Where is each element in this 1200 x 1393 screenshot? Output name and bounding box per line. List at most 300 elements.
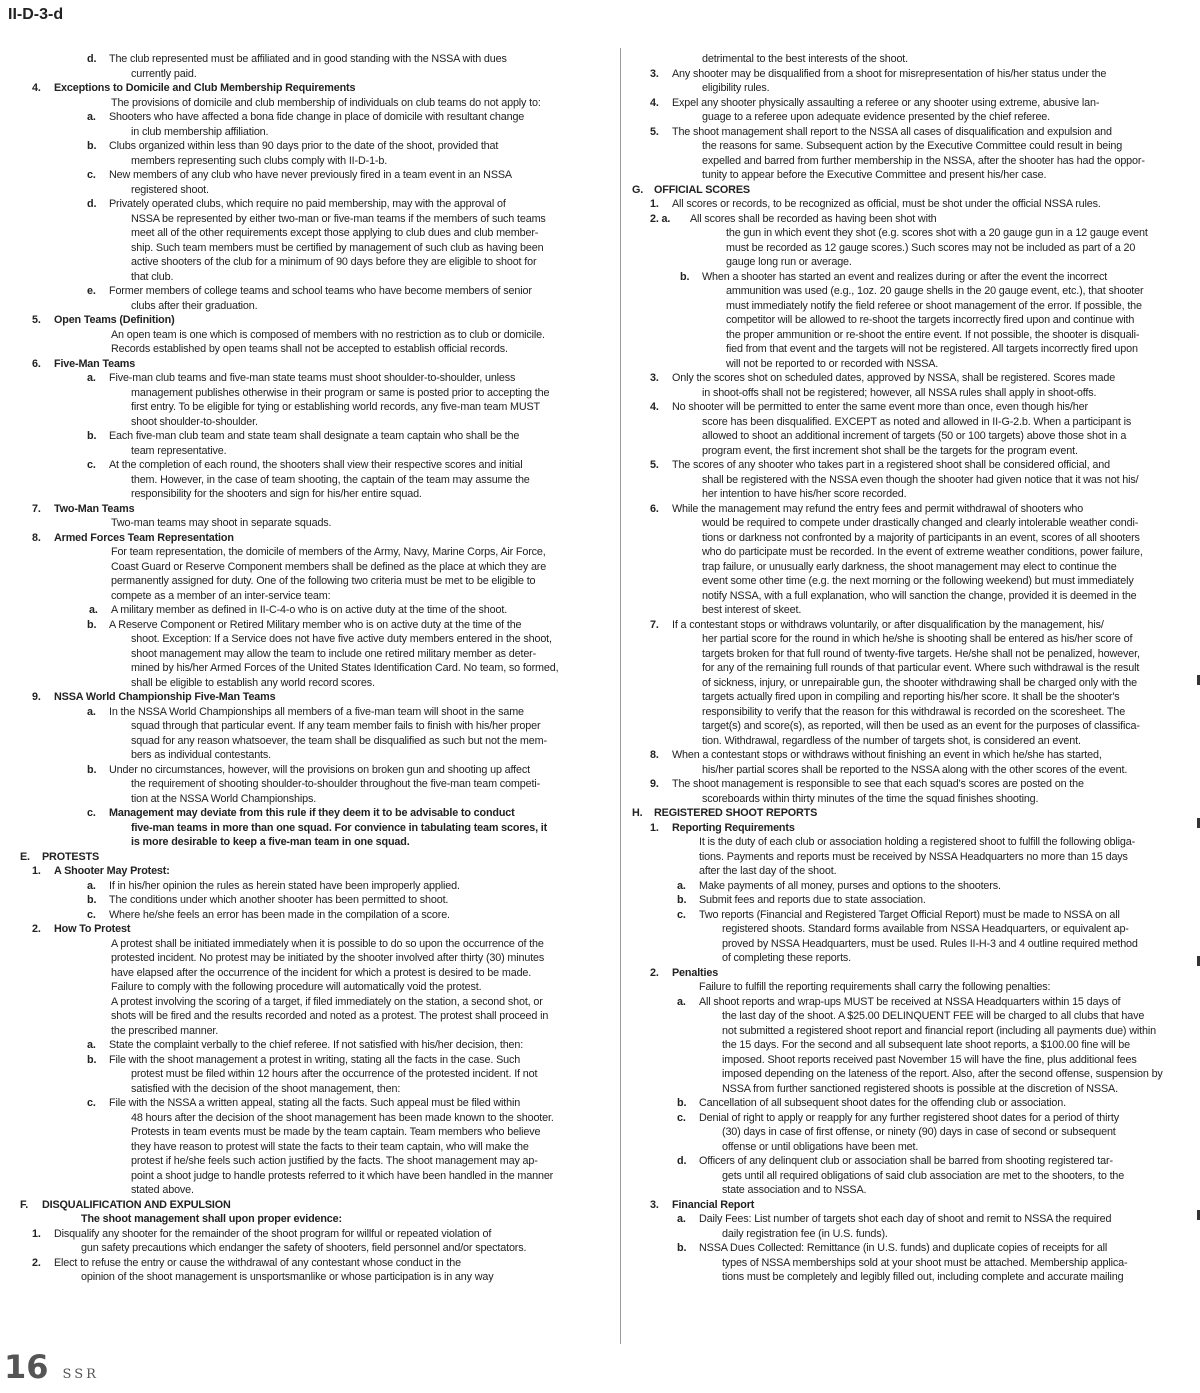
paragraph-text: who do participate must be recorded. In the event of extreme weather conditions, power failure, bbox=[702, 546, 1143, 558]
text-line bbox=[20, 110, 610, 125]
text-line bbox=[20, 168, 610, 183]
paragraph-text: the gun in which event they shot (e.g. scores shot with a 20 gauge gun in a 12 gauge event bbox=[726, 227, 1148, 239]
text-line bbox=[20, 342, 610, 357]
text-line bbox=[632, 980, 1194, 995]
item-label: 5. bbox=[32, 314, 41, 326]
text-line bbox=[632, 81, 1194, 96]
text-line bbox=[632, 415, 1194, 430]
text-line bbox=[632, 284, 1194, 299]
paragraph-text: opinion of the shoot management is unsportsmanlike or whose participation is in any way bbox=[81, 1271, 494, 1283]
item-label: a. bbox=[87, 372, 96, 384]
text-line bbox=[632, 777, 1194, 792]
paragraph-text: first entry. To be eligible for tying or establishing world records, any five-man team MUST bbox=[131, 401, 540, 413]
item-label: E. bbox=[20, 850, 30, 863]
paragraph-text: For team representation, the domicile of members of the Army, Navy, Marine Corps, Air Force, bbox=[111, 546, 546, 558]
section-heading: DISQUALIFICATION AND EXPULSION bbox=[42, 1198, 231, 1211]
item-label: 9. bbox=[32, 691, 41, 703]
paragraph-text: A protest shall be initiated immediately when it is possible to do so upon the occurrence of the bbox=[111, 937, 544, 950]
paragraph-text: Each five-man club team and state team shall designate a team captain who shall be the bbox=[109, 430, 520, 442]
paragraph-text: A military member as defined in II-C-4-o who is on active duty at the time of the shoot. bbox=[111, 604, 508, 616]
text-line bbox=[20, 154, 610, 169]
text-line bbox=[632, 1096, 1194, 1111]
item-label: b. bbox=[87, 1053, 97, 1066]
paragraph-text: her partial score for the round in which he/she is shooting shall be entered as his/her score of bbox=[702, 633, 1133, 645]
paragraph-text: daily registration fee (in U.S. funds). bbox=[722, 1227, 888, 1240]
item-label: d. bbox=[87, 198, 97, 210]
text-line bbox=[632, 371, 1194, 386]
paragraph-text: proved by NSSA Headquarters, must be used. Rules II-H-3 and 4 outline required method bbox=[722, 937, 1138, 950]
text-line bbox=[632, 96, 1194, 111]
section-heading: is more desirable to keep a five-man team in one squad. bbox=[131, 836, 410, 848]
item-label: b. bbox=[87, 894, 97, 906]
paragraph-text: have elapsed after the occurrence of the incident for which a protest is desired to be made. bbox=[111, 966, 532, 979]
paragraph-text: The shoot management shall report to the NSSA all cases of disqualification and expulsion and bbox=[672, 125, 1112, 138]
text-line bbox=[632, 1067, 1194, 1082]
text-line bbox=[20, 821, 610, 836]
item-label: 6. bbox=[650, 502, 659, 515]
paragraph-text: Failure to comply with the following procedure will automatically void the protest. bbox=[111, 981, 482, 993]
paragraph-text: tunity to appear before the Executive Committee and present his/her case. bbox=[702, 169, 1047, 181]
paragraph-text: in shoot-offs shall not be registered; however, all NSSA rules shall apply in shoot-offs. bbox=[702, 386, 1097, 399]
text-line bbox=[20, 937, 610, 952]
text-line bbox=[20, 487, 610, 502]
paragraph-text: NSSA Dues Collected: Remittance (in U.S. funds) and duplicate copies of receipts for all bbox=[699, 1242, 1108, 1254]
text-line bbox=[20, 908, 610, 923]
item-label: 5. bbox=[650, 459, 659, 471]
paragraph-text: 48 hours after the decision of the shoot management has been made known to the shooter. bbox=[131, 1111, 554, 1124]
text-line bbox=[20, 139, 610, 154]
paragraph-text: (30) days in case of first offense, or ninety (90) days in case of second or subsequent bbox=[722, 1126, 1116, 1138]
paragraph-text: program event, the first increment shot shall be the targets for the program event. bbox=[702, 444, 1078, 457]
paragraph-text: The scores of any shooter who takes part in a registered shoot shall be considered official, and bbox=[672, 459, 1110, 471]
item-label: a. bbox=[89, 604, 98, 616]
item-label: 4. bbox=[650, 96, 659, 109]
text-line bbox=[20, 371, 610, 386]
paragraph-text: Coast Guard or Reserve Component members shall be defined as the place at which they are bbox=[111, 560, 547, 573]
item-label: b. bbox=[680, 270, 690, 283]
item-label: 3. bbox=[650, 67, 659, 80]
text-line bbox=[632, 734, 1194, 749]
text-line bbox=[632, 429, 1194, 444]
paragraph-text: The club represented must be affiliated and in good standing with the NSSA with dues bbox=[109, 53, 507, 65]
paragraph-text: will not be reported to or recorded with NSSA. bbox=[726, 357, 939, 370]
text-line bbox=[20, 603, 610, 618]
text-line bbox=[20, 313, 610, 328]
paragraph-text: The provisions of domicile and club membership of individuals on club teams do not apply to: bbox=[111, 96, 541, 109]
text-line bbox=[20, 1183, 610, 1198]
text-line bbox=[20, 922, 610, 937]
paragraph-text: Daily Fees: List number of targets shot each day of shoot and remit to NSSA the required bbox=[699, 1213, 1112, 1225]
paragraph-text: Only the scores shot on scheduled dates, approved by NSSA, shall be registered. Scores made bbox=[672, 372, 1116, 384]
paragraph-text: satisfied with the decision of the shoot management, then: bbox=[131, 1082, 401, 1095]
item-label: 3. bbox=[650, 372, 659, 384]
paragraph-text: imposed depending on the lateness of the report. Also, after the second offense, suspension by bbox=[722, 1068, 1163, 1080]
paragraph-text: No shooter will be permitted to enter the same event more than once, even though his/her bbox=[672, 401, 1088, 413]
item-label: a. bbox=[87, 111, 96, 123]
text-line bbox=[632, 473, 1194, 488]
paragraph-text: tions or darkness not confronted by a majority of participants in an event, scores of all shooters bbox=[702, 531, 1140, 544]
text-line bbox=[20, 1241, 610, 1256]
item-label: b. bbox=[677, 1242, 687, 1254]
paragraph-text: competitor will be allowed to re-shoot the targets incorrectly fired upon and continue with bbox=[726, 314, 1135, 326]
text-line bbox=[632, 603, 1194, 618]
paragraph-text: State the complaint verbally to the chief referee. If not satisfied with his/her decision, then: bbox=[109, 1039, 524, 1051]
left-text-column bbox=[20, 52, 610, 1342]
paragraph-text: management publishes otherwise in their program or same is posted prior to accepting the bbox=[131, 386, 550, 399]
paragraph-text: score has been disqualified. EXCEPT as noted and allowed in II-G-2.b. When a participant is bbox=[702, 415, 1132, 428]
section-heading: Management may deviate from this rule if they deem it to be advisable to conduct bbox=[109, 807, 515, 819]
item-label: 1. bbox=[650, 821, 659, 834]
paragraph-text: Five-man club teams and five-man state teams must shoot shoulder-to-shoulder, unless bbox=[109, 372, 516, 384]
paragraph-text: Clubs organized within less than 90 days prior to the date of the shoot, provided that bbox=[109, 140, 499, 152]
text-line bbox=[632, 705, 1194, 720]
paragraph-text: responsibility for the shooters and sign for his/her entire squad. bbox=[131, 488, 422, 500]
paragraph-text: All scores shall be recorded as having been shot with bbox=[690, 212, 937, 225]
text-line bbox=[20, 560, 610, 575]
text-line bbox=[632, 400, 1194, 415]
paragraph-text: guage to a referee upon adequate evidence presented by the chief referee. bbox=[702, 111, 1051, 123]
text-line bbox=[632, 922, 1194, 937]
paragraph-text: Two-man teams may shoot in separate squads. bbox=[111, 517, 332, 529]
text-line bbox=[20, 1154, 610, 1169]
paragraph-text: ammunition was used (e.g., 1oz. 20 gauge shells in the 20 gauge event, etc.), that shooter bbox=[726, 285, 1144, 297]
paragraph-text: the proper ammunition or re-shoot the entire event. If not possible, the shooter is disquali- bbox=[726, 328, 1140, 341]
paragraph-text: Any shooter may be disqualified from a shoot for misrepresentation of his/her status under the bbox=[672, 67, 1107, 80]
text-line bbox=[632, 487, 1194, 502]
paragraph-text: scoreboards within thirty minutes of the time the squad finishes shooting. bbox=[702, 792, 1039, 805]
paragraph-text: shots will be fired and the results recorded and noted as a protest. The protest shall proceed in bbox=[111, 1010, 549, 1022]
paragraph-text: File with the shoot management a protest in writing, stating all the facts in the case. Such bbox=[109, 1053, 521, 1066]
paragraph-text: Records established by open teams shall not be accepted to establish official records. bbox=[111, 343, 508, 355]
text-line bbox=[632, 1140, 1194, 1155]
text-line bbox=[632, 1241, 1194, 1256]
publication-name: SSR bbox=[62, 1367, 99, 1382]
text-line bbox=[20, 690, 610, 705]
paragraph-text: shoot management may allow the team to include one retired military member as deter- bbox=[131, 647, 537, 660]
paragraph-text: meet all of the other requirements except those applying to club dues and club member- bbox=[131, 227, 539, 239]
text-line bbox=[632, 1111, 1194, 1126]
item-label: 5. bbox=[650, 125, 659, 138]
paragraph-text: It is the duty of each club or association holding a registered shoot to fulfill the following obliga- bbox=[699, 836, 1136, 848]
text-line bbox=[20, 1198, 610, 1213]
paragraph-text: targets actually fired upon in compiling and reporting his/her score. It shall be the shooter's bbox=[702, 691, 1120, 703]
text-line bbox=[632, 299, 1194, 314]
paragraph-text: Elect to refuse the entry or cause the withdrawal of any contestant whose conduct in the bbox=[54, 1256, 461, 1269]
text-line bbox=[20, 502, 610, 517]
paragraph-text: Expel any shooter physically assaulting a referee or any shooter using extreme, abusive lan- bbox=[672, 96, 1100, 109]
item-label: 2. bbox=[32, 1256, 41, 1269]
text-line bbox=[20, 980, 610, 995]
paragraph-text: compete as a member of an inter-service team: bbox=[111, 589, 331, 602]
text-line bbox=[632, 966, 1194, 981]
section-code-header: II-D-3-d bbox=[8, 6, 64, 23]
paragraph-text: All scores or records, to be recognized as official, must be shot under the official NSSA rules. bbox=[672, 198, 1101, 210]
text-line bbox=[20, 284, 610, 299]
text-line bbox=[632, 618, 1194, 633]
paragraph-text: If a contestant stops or withdraws voluntarily, or after disqualification by the management, his/ bbox=[672, 618, 1104, 631]
paragraph-text: The conditions under which another shooter has been permitted to shoot. bbox=[109, 894, 449, 906]
text-line bbox=[632, 908, 1194, 923]
paragraph-text: gun safety precautions which endanger the safety of shooters, field personnel and/or spectators. bbox=[81, 1242, 527, 1254]
text-line bbox=[20, 1053, 610, 1068]
text-line bbox=[20, 1212, 610, 1227]
text-line bbox=[632, 1082, 1194, 1097]
section-heading: How To Protest bbox=[54, 923, 131, 935]
item-label: 2. bbox=[650, 966, 659, 979]
paragraph-text: mined by his/her Armed Forces of the United States Identification Card. No team, so formed, bbox=[131, 662, 559, 674]
paragraph-text: them. However, in the case of team shooting, the captain of the team may assume the bbox=[131, 473, 530, 486]
text-line bbox=[632, 690, 1194, 705]
text-line bbox=[20, 995, 610, 1010]
paragraph-text: protest must be filed within 12 hours after the occurrence of the protested incident. If not bbox=[131, 1068, 538, 1080]
item-label: b. bbox=[677, 894, 687, 906]
text-line bbox=[20, 516, 610, 531]
text-line bbox=[20, 52, 610, 67]
text-line bbox=[632, 386, 1194, 401]
paragraph-text: Protests in team events must be made by the team captain. Team members who believe bbox=[131, 1126, 541, 1138]
paragraph-text: In the NSSA World Championships all members of a five-man team will shoot in the same bbox=[109, 705, 524, 718]
text-line bbox=[20, 1256, 610, 1271]
text-line bbox=[20, 792, 610, 807]
section-heading: Five-Man Teams bbox=[54, 357, 136, 370]
paragraph-text: If in his/her opinion the rules as herein stated have been improperly applied. bbox=[109, 879, 460, 892]
text-line bbox=[20, 241, 610, 256]
paragraph-text: registered shoots. Standard forms available from NSSA Headquarters, or equivalent ap- bbox=[722, 923, 1129, 935]
text-line bbox=[20, 197, 610, 212]
paragraph-text: protest if he/she feels such action justified by the facts. The shoot management may ap- bbox=[131, 1155, 538, 1167]
paragraph-text: his/her partial scores shall be reported to the NSSA along with the other scores of the event. bbox=[702, 763, 1128, 776]
text-line bbox=[20, 1125, 610, 1140]
paragraph-text: Denial of right to apply or reapply for any further registered shoot dates for a period of thirty bbox=[699, 1111, 1119, 1124]
text-line bbox=[632, 67, 1194, 82]
paragraph-text: detrimental to the best interests of the shoot. bbox=[702, 53, 909, 65]
text-line bbox=[632, 574, 1194, 589]
text-line bbox=[632, 821, 1194, 836]
section-heading: The shoot management shall upon proper evidence: bbox=[81, 1213, 342, 1225]
paragraph-text: the reasons for same. Subsequent action by the Executive Committee could result in being bbox=[702, 140, 1123, 152]
paragraph-text: eligibility rules. bbox=[702, 82, 770, 94]
item-label: c. bbox=[87, 459, 96, 471]
section-heading: Reporting Requirements bbox=[672, 821, 795, 834]
section-heading: REGISTERED SHOOT REPORTS bbox=[654, 807, 818, 819]
text-line bbox=[632, 937, 1194, 952]
paragraph-text: the prescribed manner. bbox=[111, 1024, 219, 1037]
paragraph-text: registered shoot. bbox=[131, 183, 209, 196]
paragraph-text: members representing such clubs comply with II-D-1-b. bbox=[131, 154, 388, 167]
text-line bbox=[632, 212, 1194, 227]
paragraph-text: targets broken for that full round of twenty-five targets. He/she shall not be penalized, however, bbox=[702, 647, 1140, 660]
text-line bbox=[20, 270, 610, 285]
item-label: a. bbox=[87, 1039, 96, 1051]
paragraph-text: Shooters who have affected a bona fide change in place of domicile with resultant change bbox=[109, 111, 525, 123]
text-line bbox=[632, 719, 1194, 734]
paragraph-text: bers as individual contestants. bbox=[131, 749, 271, 761]
text-line bbox=[20, 357, 610, 372]
paragraph-text: state association and to NSSA. bbox=[722, 1184, 867, 1196]
text-line bbox=[632, 458, 1194, 473]
paragraph-text: File with the NSSA a written appeal, stating all the facts. Such appeal must be filed within bbox=[109, 1097, 521, 1109]
item-label: 8. bbox=[650, 749, 659, 761]
text-line bbox=[20, 647, 610, 662]
item-label: d. bbox=[87, 53, 97, 65]
paragraph-text: best interest of skeet. bbox=[702, 604, 802, 616]
text-line bbox=[20, 806, 610, 821]
text-line bbox=[632, 357, 1194, 372]
paragraph-text: the requirement of shooting shoulder-to-shoulder throughout the five-man team competi- bbox=[131, 778, 541, 790]
text-line bbox=[20, 255, 610, 270]
text-line bbox=[632, 893, 1194, 908]
item-label: 1. bbox=[650, 198, 659, 210]
item-label: 7. bbox=[32, 502, 41, 515]
text-line bbox=[20, 951, 610, 966]
paragraph-text: tion at the NSSA World Championships. bbox=[131, 792, 317, 805]
paragraph-text: At the completion of each round, the shooters shall view their respective scores and initial bbox=[109, 459, 523, 471]
text-line bbox=[20, 661, 610, 676]
text-line bbox=[632, 226, 1194, 241]
item-label: d. bbox=[677, 1155, 687, 1167]
paragraph-text: A Reserve Component or Retired Military member who is on active duty at the time of the bbox=[109, 618, 522, 631]
item-label: c. bbox=[87, 1097, 96, 1109]
text-line bbox=[632, 995, 1194, 1010]
text-line bbox=[20, 574, 610, 589]
paragraph-text: ship. Such team members must be certified by management of such club as having been bbox=[131, 241, 544, 254]
text-line bbox=[632, 1125, 1194, 1140]
paragraph-text: protested incident. No protest may be initiated by the shooter involved after thirty (30) minutes bbox=[111, 952, 545, 964]
paragraph-text: shoot shoulder-to-shoulder. bbox=[131, 415, 258, 428]
paragraph-text: in club membership affiliation. bbox=[131, 125, 269, 138]
text-line bbox=[20, 864, 610, 879]
text-line bbox=[632, 1256, 1194, 1271]
right-text-column bbox=[632, 52, 1194, 1342]
paragraph-text: shall be registered with the NSSA even though the shooter had given notice that it was not his/ bbox=[702, 473, 1139, 486]
text-line bbox=[632, 1024, 1194, 1039]
paragraph-text: When a shooter has started an event and realizes during or after the event the incorrect bbox=[702, 270, 1108, 283]
text-line bbox=[20, 299, 610, 314]
text-line bbox=[20, 676, 610, 691]
item-label: 3. bbox=[650, 1198, 659, 1211]
text-line bbox=[20, 328, 610, 343]
section-heading: Open Teams (Definition) bbox=[54, 314, 175, 326]
text-line bbox=[632, 328, 1194, 343]
text-line bbox=[20, 589, 610, 604]
page-number: 16 bbox=[4, 1348, 49, 1386]
text-line bbox=[20, 429, 610, 444]
item-label: c. bbox=[87, 169, 96, 181]
section-heading: NSSA World Championship Five-Man Teams bbox=[54, 691, 276, 703]
item-label: 7. bbox=[650, 618, 659, 631]
paragraph-text: permanently assigned for duty. One of the following two criteria must be met to be eligible to bbox=[111, 575, 536, 587]
text-line bbox=[632, 444, 1194, 459]
paragraph-text: expelled and barred from further membership in the NSSA, after the shooter has had the oppor- bbox=[702, 154, 1145, 167]
text-line bbox=[632, 531, 1194, 546]
paragraph-text: gets until all required obligations of said club association are met to the shooters, to the bbox=[722, 1169, 1125, 1182]
text-line bbox=[632, 748, 1194, 763]
text-line bbox=[632, 110, 1194, 125]
text-line bbox=[20, 719, 610, 734]
text-line bbox=[632, 676, 1194, 691]
text-line bbox=[20, 850, 610, 865]
text-line bbox=[20, 763, 610, 778]
paragraph-text: fied from that event and the targets will not be registered. All targets incorrectly fired upon bbox=[726, 343, 1138, 355]
item-label: a. bbox=[677, 1213, 686, 1225]
text-line bbox=[20, 212, 610, 227]
paragraph-text: Cancellation of all subsequent shoot dates for the offending club or association. bbox=[699, 1097, 1066, 1109]
text-line bbox=[20, 67, 610, 82]
text-line bbox=[20, 835, 610, 850]
paragraph-text: NSSA be represented by either two-man or five-man teams if the members of such teams bbox=[131, 212, 546, 225]
text-line bbox=[632, 864, 1194, 879]
section-heading: Financial Report bbox=[672, 1198, 755, 1211]
text-line bbox=[632, 792, 1194, 807]
paragraph-text: Failure to fulfill the reporting requirements shall carry the following penalties: bbox=[699, 981, 1051, 993]
paragraph-text: trap failure, or unusually early darkness, the shoot management may elect to continue the bbox=[702, 560, 1117, 573]
paragraph-text: of completing these reports. bbox=[722, 952, 852, 964]
paragraph-text: tion. Withdrawal, regardless of the number of targets shot, is considered an event. bbox=[702, 734, 1081, 747]
item-label: 6. bbox=[32, 357, 41, 370]
item-label: a. bbox=[677, 995, 686, 1008]
text-line bbox=[20, 632, 610, 647]
section-heading: Penalties bbox=[672, 966, 719, 979]
paragraph-text: tions. Payments and reports must be received by NSSA Headquarters no more than 15 days bbox=[699, 850, 1128, 863]
text-line bbox=[20, 400, 610, 415]
text-line bbox=[632, 197, 1194, 212]
item-label: c. bbox=[677, 1111, 686, 1124]
paragraph-text: The shoot management is responsible to see that each squad's scores are posted on the bbox=[672, 778, 1084, 790]
text-line bbox=[20, 777, 610, 792]
text-line bbox=[20, 1067, 610, 1082]
paragraph-text: shall be eligible to establish any world record scores. bbox=[131, 676, 375, 689]
paragraph-text: stated above. bbox=[131, 1184, 194, 1196]
paragraph-text: point a shoot judge to handle protests referred to it which have been handled in the manner bbox=[131, 1169, 554, 1182]
paragraph-text: New members of any club who have never previously fired in a team event in an NSSA bbox=[109, 169, 512, 181]
paragraph-text: they have reason to protest will state the facts to their team captain, who will make the bbox=[131, 1140, 529, 1153]
text-line bbox=[20, 183, 610, 198]
item-label: H. bbox=[632, 807, 643, 819]
page-footer bbox=[4, 1348, 99, 1388]
item-label: c. bbox=[87, 807, 96, 819]
paragraph-text: after the last day of the shoot. bbox=[699, 865, 837, 877]
item-label: b. bbox=[87, 430, 97, 442]
paragraph-text: Under no circumstances, however, will the provisions on broken gun and shooting up affect bbox=[109, 763, 530, 776]
text-line bbox=[632, 502, 1194, 517]
section-heading: OFFICIAL SCORES bbox=[654, 183, 750, 196]
text-line bbox=[20, 96, 610, 111]
paragraph-text: must immediately notify the field referee or shoot management of the error. If possible, the bbox=[726, 299, 1142, 312]
text-line bbox=[20, 1009, 610, 1024]
item-label: c. bbox=[677, 908, 686, 921]
text-line bbox=[20, 415, 610, 430]
section-heading: Two-Man Teams bbox=[54, 502, 135, 515]
text-line bbox=[632, 835, 1194, 850]
text-line bbox=[632, 255, 1194, 270]
paragraph-text: currently paid. bbox=[131, 67, 197, 80]
paragraph-text: squad for any reason whatsoever, the team shall be disqualified as such but not the mem- bbox=[131, 734, 547, 747]
section-heading: Exceptions to Domicile and Club Membership Requirements bbox=[54, 82, 356, 94]
text-line bbox=[20, 618, 610, 633]
section-heading: Armed Forces Team Representation bbox=[54, 531, 234, 544]
paragraph-text: offense or until obligations have been met. bbox=[722, 1140, 919, 1153]
item-label: b. bbox=[87, 763, 97, 776]
paragraph-text: Make payments of all money, purses and options to the shooters. bbox=[699, 879, 1001, 892]
paragraph-text: Officers of any delinquent club or association shall be barred from shooting registered tar- bbox=[699, 1155, 1113, 1167]
text-line bbox=[20, 531, 610, 546]
item-label: 4. bbox=[650, 401, 659, 413]
item-label: 1. bbox=[32, 1227, 41, 1240]
paragraph-text: NSSA from further sanctioned registered shoots is possible at the discretion of NSSA. bbox=[722, 1082, 1118, 1095]
section-heading: A Shooter May Protest: bbox=[54, 865, 170, 877]
paragraph-text: When a contestant stops or withdraws without finishing an event in which he/she has started, bbox=[672, 749, 1102, 761]
text-line bbox=[20, 893, 610, 908]
